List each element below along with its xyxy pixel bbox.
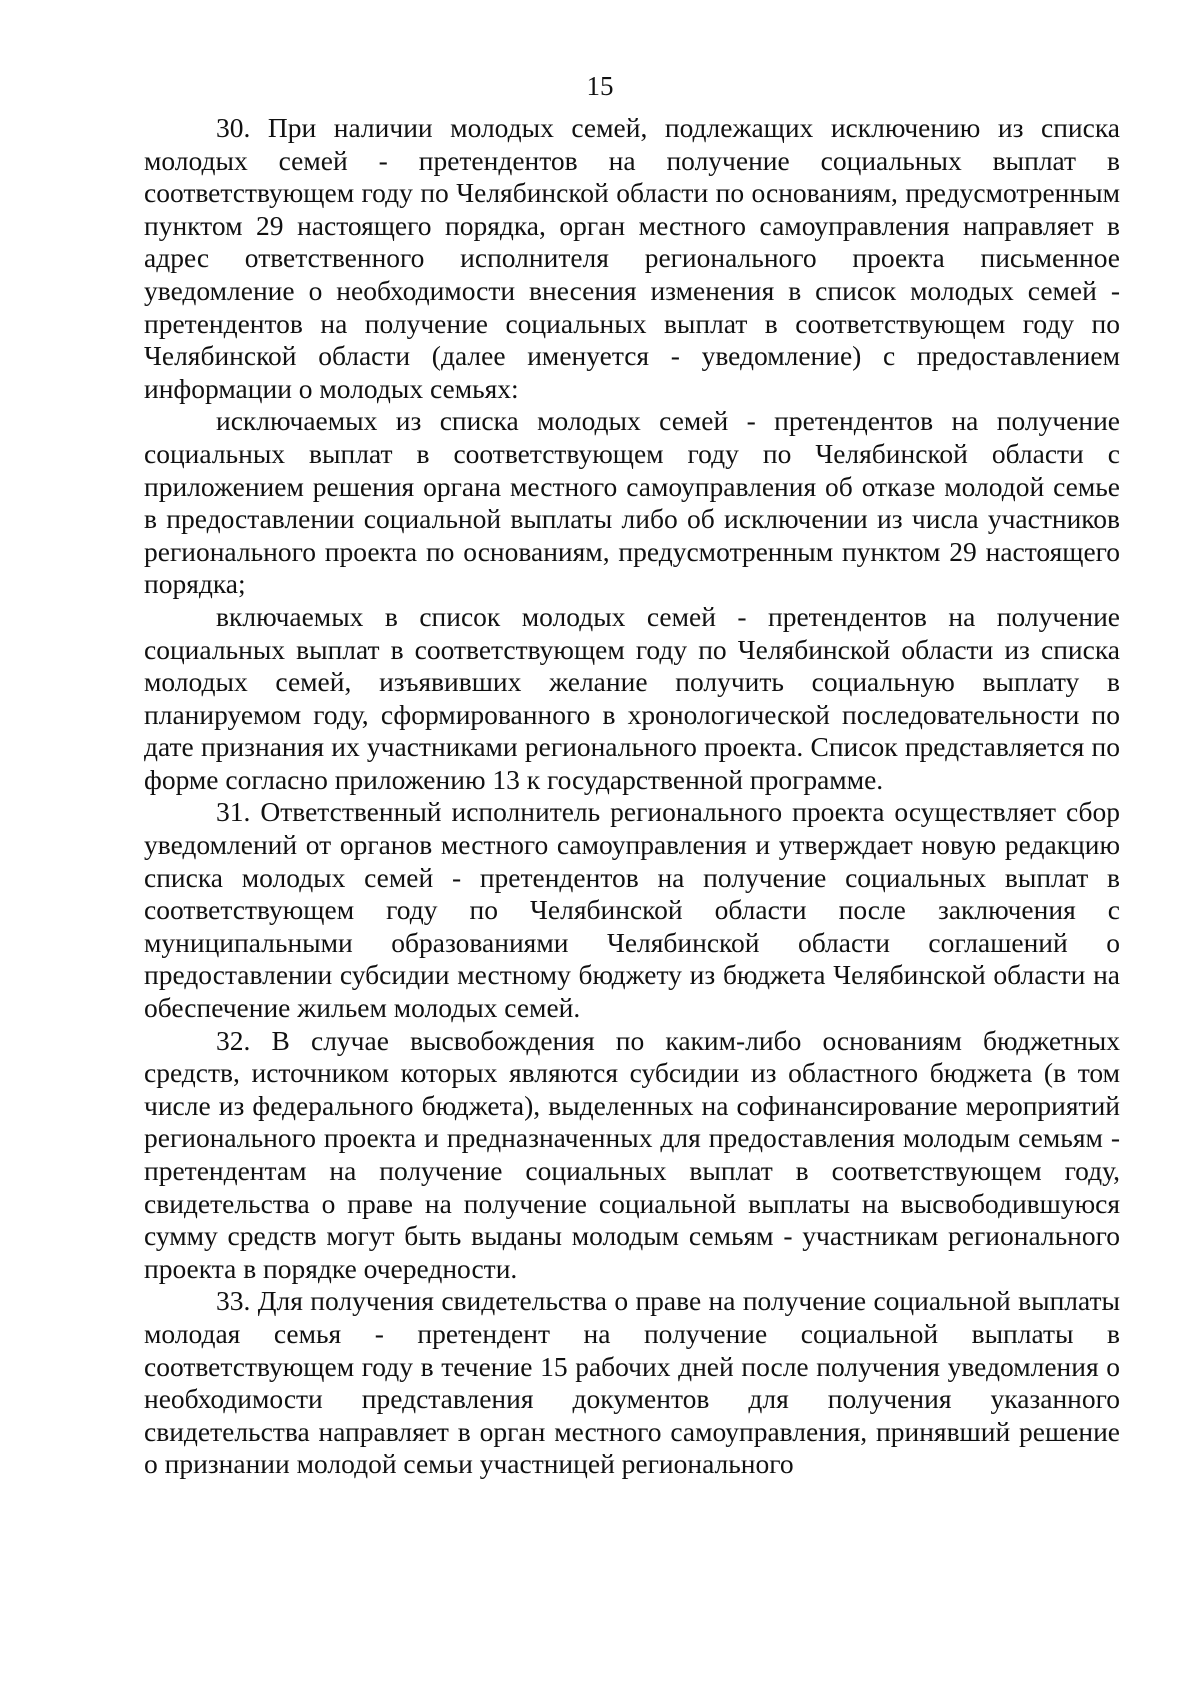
paragraph-31: 31. Ответственный исполнитель регионального проекта осуществляет сбор уведомлений от органов местного самоуправления и утверждает новую редакцию списка молодых семей - претендентов на получение социальных выплат в соответствующем году по Челябинской области после заключения с муниципальными образованиями Челябинской области соглашений о предоставлении субсидии местному бюджету из бюджета Челябинской области на обеспечение жильем молодых семей. [144, 796, 1120, 1024]
paragraph-30: 30. При наличии молодых семей, подлежащих исключению из списка молодых семей - претендентов на получение социальных выплат в соответствующем году по Челябинской области по основаниям, предусмотренным пунктом 29 настоящего порядка, орган местного самоуправления направляет в адрес ответственного исполнителя регионального проекта письменное уведомление о необходимости внесения изменения в список молодых семей - претендентов на получение социальных выплат в соответствующем году по Челябинской области (далее именуется - уведомление) с предоставлением информации о молодых семьях: [144, 112, 1120, 404]
document-body [144, 112, 1120, 1481]
paragraph-included-families: включаемых в список молодых семей - претендентов на получение социальных выплат в соответствующем году по Челябинской области из списка молодых семей, изъявивших желание получить социальную выплату в планируемом году, сформированного в хронологической последовательности по дате признания их участниками регионального проекта. Список представляется по форме согласно приложению 13 к государственной программе. [144, 600, 1120, 795]
paragraph-33: 33. Для получения свидетельства о праве на получение социальной выплаты молодая семья - претендент на получение социальной выплаты в соответствующем году в течение 15 рабочих дней после получения уведомления о необходимости представления документов для получения указанного свидетельства направляет в орган местного самоуправления, принявший решение о признании молодой семьи участницей регионального [144, 1285, 1120, 1480]
page-number: 15 [586, 71, 614, 101]
paragraph-32: 32. В случае высвобождения по каким-либо основаниям бюджетных средств, источником которых являются субсидии из областного бюджета (в том числе из федерального бюджета), выделенных на софинансирование мероприятий регионального проекта и предназначенных для предоставления молодым семьям - претендентам на получение социальных выплат в соответствующем году, свидетельства о праве на получение социальной выплаты на высвободившуюся сумму средств могут быть выданы молодым семьям - участникам регионального проекта в порядке очередности. [144, 1024, 1120, 1284]
paragraph-excluded-families: исключаемых из списка молодых семей - претендентов на получение социальных выплат в соответствующем году по Челябинской области с приложением решения органа местного самоуправления об отказе молодой семье в предоставлении социальной выплаты либо об исключении из числа участников регионального проекта по основаниям, предусмотренным пунктом 29 настоящего порядка; [144, 405, 1120, 600]
